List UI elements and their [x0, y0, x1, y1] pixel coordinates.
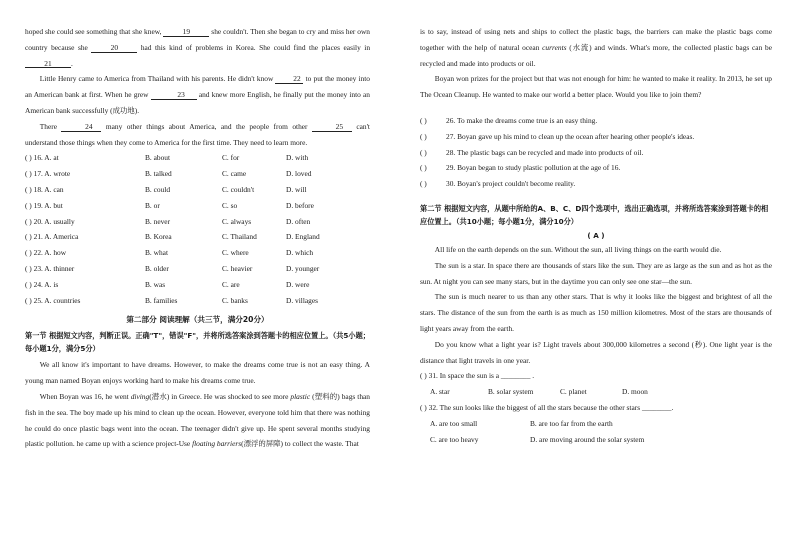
- tf-question-row: ( ) 27. Boyan gave up his mind to clean up the ocean after hearing other people's ideas.: [420, 131, 695, 141]
- reading-paragraph-1: We all know it's important to have dreams. However, to make the dreams come true is not an easy thing. A young man named Boyan enjoys working hard to make his dreams come true.: [25, 360, 370, 386]
- option-d: D. moon: [622, 387, 648, 397]
- option-a: A. are too small: [430, 418, 478, 428]
- blank-19: 19: [163, 28, 209, 37]
- passage-a-paragraph-2: The sun is a star. In space there are thousands of stars like the sun. They are as large as the sun and as hot as the sun. At night you can see many stars, but in the daytime you can only see one star—the sun.: [420, 260, 772, 286]
- left-column: [25, 24, 370, 452]
- blank-21: 21: [25, 60, 71, 69]
- cloze-question-list: [25, 150, 370, 308]
- reading-paragraph-3: is to say, instead of using nets and ships to collect the plastic bags, the barriers can make the plastic bags come together with the help of natural ocean currents (水流) and winds. What's more, the collected plastic bags can be recycled and made into products or oil.: [420, 27, 772, 68]
- true-false-list: [420, 113, 772, 192]
- right-column: [420, 24, 772, 447]
- question-row: ( ) 21. A. America B. Korea C. Thailand D. England: [25, 232, 320, 242]
- option-c: C. planet: [560, 387, 587, 397]
- question-row: ( ) 17. A. wrote B. talked C. came D. loved: [25, 169, 312, 179]
- question-row: ( ) 25. A. countries B. families C. banks D. villages: [25, 295, 319, 305]
- blank-23: 23: [151, 91, 197, 100]
- option-a: A. star: [430, 387, 450, 397]
- part-two-title: 第二部分 阅读理解（共三节，满分20分）: [126, 315, 269, 325]
- cloze-paragraph-3: There 24 many other things about America, and the people from other 25 can't understand those things when they come to America for the first time. They need to learn more.: [25, 121, 370, 147]
- tf-question-row: ( ) 30. Boyan's project couldn't become reality.: [420, 179, 576, 189]
- question-row: ( ) 20. A. usually B. never C. always D. often: [25, 216, 311, 226]
- section-one-instructions: 第一节 根据短文内容，判断正误。正确"T"，错误"F"，并将所选答案涂到答题卡的相应位置上。（共5小题；每小题1分，满分5分）: [25, 331, 370, 354]
- question-32: ( ) 32. The sun looks like the biggest of all the stars because the other stars ________.: [420, 402, 674, 412]
- question-row: ( ) 22. A. how B. what C. where D. which: [25, 248, 314, 258]
- question-row: ( ) 23. A. thinner B. older C. heavier D. younger: [25, 263, 320, 273]
- blank-20: 20: [91, 44, 137, 53]
- option-d: D. are moving around the solar system: [530, 434, 645, 444]
- cloze-paragraph-1: hoped she could see something that she knew, 19 she couldn't. Then she began to cry and miss her own country because she 20 had this kind of problems in Korea. She could find the places easily in 21 .: [25, 27, 371, 68]
- passage-label: ( A ): [587, 230, 605, 240]
- passage-a-paragraph-4: Do you know what a light year is? Light travels about 300,000 kilometres a second (秒). One light year is the distance that light travels in one year.: [420, 339, 772, 365]
- question-row: ( ) 18. A. can B. could C. couldn't D. will: [25, 184, 307, 194]
- option-b: B. solar system: [488, 387, 534, 397]
- blank-24: 24: [61, 123, 101, 132]
- reading-paragraph-2: When Boyan was 16, he went diving(潜水) in Greece. He was shocked to see more plastic (塑料的) bags than fish in the sea. The boy made up his mind to clean up the ocean. However, everyone told him that there was nothing he could do once plastic bags went into the ocean. The teenager didn't give up. He spent several months studying plastic pollution. he came up with a science project-Use floating barriers(漂浮的屏障) to collect the waste. That: [25, 391, 370, 449]
- passage-a-paragraph-3: The sun is much nearer to us than any other stars. That is why it looks like the biggest and brightest of all the stars. The distance of the sun from the earth is as much as 150 million kilometres. Most of the stars are thousands of light years away from the earth.: [420, 292, 772, 333]
- tf-question-row: ( ) 29. Boyan began to study plastic pollution at the age of 16.: [420, 163, 621, 173]
- question-32-options-cd: [420, 432, 772, 448]
- tf-question-row: ( ) 28. The plastic bags can be recycled and made into products of oil.: [420, 147, 644, 157]
- section-two-instructions: 第二节 根据短文内容，从题中所给的A、B、C、D四个选项中，选出正确选项，并将所选答案涂到答题卡的相应位置上。（共10小题；每小题1分，满分10分）: [420, 203, 769, 226]
- question-row: ( ) 19. A. but B. or C. so D. before: [25, 200, 314, 210]
- question-31-options: [420, 384, 772, 400]
- option-b: B. are too far from the earth: [530, 418, 613, 428]
- question-row: ( ) 16. A. at B. about C. for D. with: [25, 153, 309, 163]
- tf-question-row: ( ) 26. To make the dreams come true is an easy thing.: [420, 115, 598, 125]
- option-c: C. are too heavy: [430, 434, 479, 444]
- question-32-options-ab: [420, 416, 772, 432]
- passage-a-paragraph-1: All life on the earth depends on the sun. Without the sun, all living things on the earth would die.: [434, 244, 722, 254]
- blank-25: 25: [312, 123, 352, 132]
- reading-paragraph-4: Boyan won prizes for the project but that was not enough for him: he wanted to make it reality. In 2013, he set up The Ocean Cleanup. He wanted to make our world a better place. Would you like to join them?: [420, 74, 772, 100]
- question-row: ( ) 24. A. is B. was C. are D. were: [25, 279, 310, 289]
- question-31: ( ) 31. In space the sun is a ________ .: [420, 371, 535, 381]
- cloze-paragraph-2: Little Henry came to America from Thailand with his parents. He didn't know 22 to put the money into an American bank at first. When he grew 23 and knew more English, he finally put the money into an American bank successfully (成功地).: [25, 74, 371, 115]
- blank-22: 22: [275, 75, 303, 84]
